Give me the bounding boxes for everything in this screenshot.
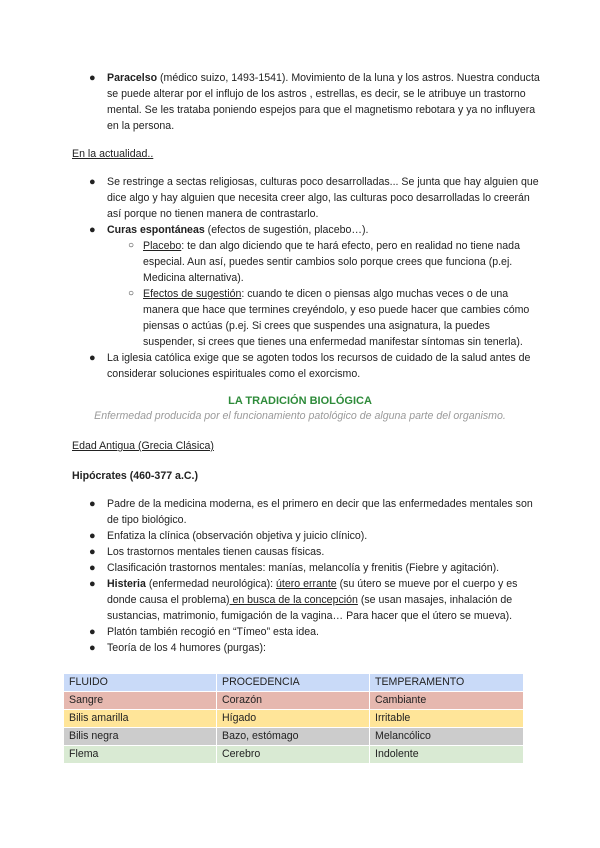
histeria-text-b: (su útero se mueve por el cuerpo y es donde causa el problema) (107, 578, 518, 606)
bullet-icon: ● (89, 562, 96, 574)
table-cell: Flema (64, 746, 217, 764)
bullet-icon: ● (89, 498, 96, 510)
bullet-icon: ● (89, 546, 96, 558)
list-item-clasificacion (0, 560, 600, 576)
list-item-paracelso (0, 70, 600, 134)
list-item-clinica (0, 528, 600, 544)
table-row (64, 710, 524, 728)
table-header-row (64, 674, 524, 692)
table-cell: Hígado (217, 710, 370, 728)
placebo-text: : te dan algo diciendo que te hará efecto, pero en realidad no tiene nada especial. Aun así, puedes sentir cambios solo porque crees que funciona (p.ej. Medicina alternativa). (143, 240, 520, 284)
clasificacion-text: Clasificación trastornos mentales: manías, melancolía y frenitis (Fiebre y agitación). (107, 562, 500, 574)
humores-text: Teoría de los 4 humores (purgas): (107, 642, 266, 654)
sectas-text: Se restringe a sectas religiosas, culturas poco desarrolladas... Se junta que hay alguien que dice algo y hay alguien que necesita creer algo, las culturas poco desarrolladas lo creerán así porque no tienen manera de contrastarlo. (107, 176, 539, 220)
curas-label: Curas espontáneas (107, 224, 205, 236)
list-item-iglesia (0, 350, 600, 382)
placebo-label: Placebo (143, 240, 182, 252)
table-cell: Sangre (64, 692, 217, 710)
paracelso-text: (médico suizo, 1493-1541). Movimiento de la luna y los astros. Nuestra conducta se puede alterar por el influjo de los astros , estrellas, es decir, se le atribuye un trastorno mental. Se les trataba poniendo espejos para que el magnetismo rebotara y ya no influyera en la persona. (107, 72, 540, 132)
table-header-cell: PROCEDENCIA (217, 674, 370, 692)
table-cell: Irritable (370, 710, 524, 728)
table-cell: Indolente (370, 746, 524, 764)
list-item-causas (0, 544, 600, 560)
table-cell: Melancólico (370, 728, 524, 746)
list-item-humores (0, 640, 600, 656)
circle-bullet-icon: ○ (128, 288, 135, 299)
section-subtitle: Enfermedad producida por el funcionamiento patológico de alguna parte del organismo. (94, 410, 506, 422)
list-item-sectas (0, 174, 600, 222)
table-cell: Cerebro (217, 746, 370, 764)
table-header-cell: FLUIDO (64, 674, 217, 692)
bullet-icon: ● (89, 352, 96, 364)
clinica-text: Enfatiza la clínica (observación objetiva y juicio clínico). (107, 530, 368, 542)
sugestion-label: Efectos de sugestión (143, 288, 242, 300)
bullet-icon: ● (89, 224, 96, 236)
padre-text: Padre de la medicina moderna, es el primero en decir que las enfermedades mentales son de tipo biológico. (107, 498, 533, 526)
histeria-label: Histeria (107, 578, 146, 590)
table-cell: Corazón (217, 692, 370, 710)
table-row (64, 692, 524, 710)
table-row (64, 746, 524, 764)
causas-text: Los trastornos mentales tienen causas físicas. (107, 546, 325, 558)
histeria-text-a: (enfermedad neurológica): (145, 578, 277, 590)
histeria-utero: útero errante (276, 578, 337, 590)
section-title: LA TRADICIÓN BIOLÓGICA (228, 395, 372, 407)
table-row (64, 728, 524, 746)
curas-text: (efectos de sugestión, placebo…). (204, 224, 369, 236)
bullet-icon: ● (89, 626, 96, 638)
table-cell: Cambiante (370, 692, 524, 710)
humores-table (63, 673, 524, 764)
list-item-platon (0, 624, 600, 640)
bullet-icon: ● (89, 72, 96, 84)
bullet-icon: ● (89, 642, 96, 654)
bullet-icon: ● (89, 578, 96, 590)
circle-bullet-icon: ○ (128, 240, 135, 251)
table-cell: Bilis amarilla (64, 710, 217, 728)
sugestion-text: : cuando te dicen o piensas algo muchas veces o de una manera que hace que termines creyéndolo, y eso puede hacer que cambies cómo piensas o actúas (p.ej. Si crees que suspendes una asignatura, la puedes suspender, si crees que tienes una enfermedad manifestar síntomas sin tenerla). (143, 288, 530, 348)
paracelso-name: Paracelso (107, 72, 158, 84)
sub-item-placebo (0, 238, 600, 286)
table-cell: Bazo, estómago (217, 728, 370, 746)
list-item-padre (0, 496, 600, 528)
table-cell: Bilis negra (64, 728, 217, 746)
sub-item-sugestion (0, 286, 600, 350)
iglesia-text: La iglesia católica exige que se agoten todos los recursos de cuidado de la salud antes de considerar soluciones espirituales como el exorcismo. (107, 352, 531, 380)
histeria-text-c: (se usan masajes, inhalación de sustancias, matrimonio, fumigación de la vagina… Para hacer que el útero se mueva). (107, 594, 513, 622)
table-header-cell: TEMPERAMENTO (370, 674, 524, 692)
list-item-histeria (0, 576, 600, 624)
bullet-icon: ● (89, 530, 96, 542)
list-item-curas (0, 222, 600, 238)
histeria-concepcion: en busca de la concepción (229, 594, 358, 606)
actualidad-heading: En la actualidad.. (72, 148, 154, 160)
platon-text: Platón también recogió en “Tímeo” esta idea. (107, 626, 319, 638)
hipocrates-heading: Hipócrates (460-377 a.C.) (72, 470, 199, 482)
edad-heading: Edad Antigua (Grecia Clásica) (72, 440, 214, 452)
bullet-icon: ● (89, 176, 96, 188)
